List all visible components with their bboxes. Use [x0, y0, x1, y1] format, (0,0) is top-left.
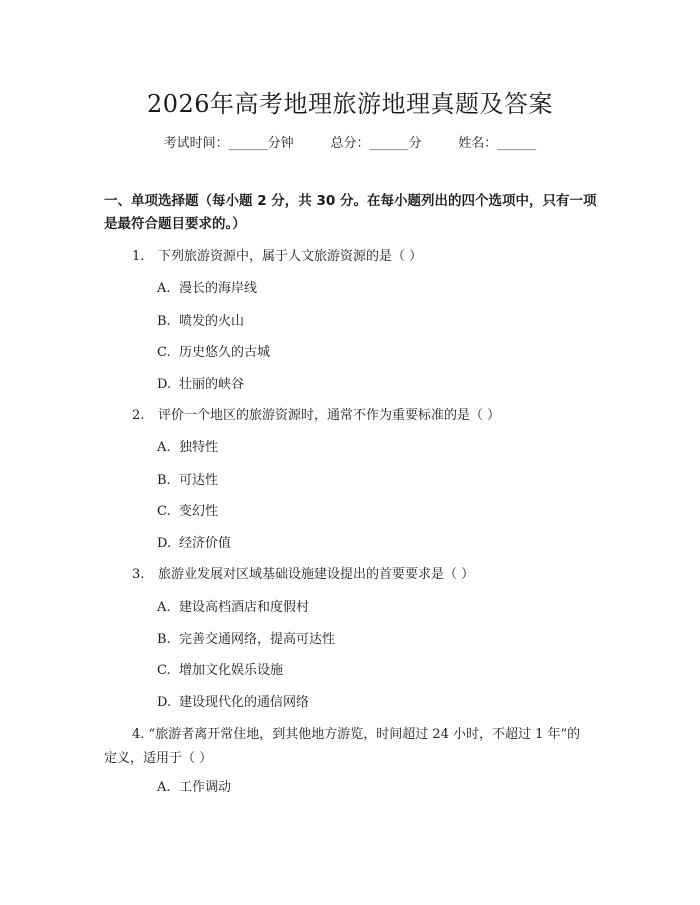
option-text: 壮丽的峡谷 [179, 377, 245, 392]
question-text: “旅游者离开常住地，到其他地方游览，时间超过 24 小时，不超过 1 年”的定义，适用于（ ） [104, 727, 581, 766]
option-text: 建设高档酒店和度假村 [179, 600, 310, 615]
question-number: 4. [132, 727, 145, 742]
option-1c [157, 341, 270, 360]
option-2d [157, 532, 231, 551]
option-letter: D. [157, 377, 172, 392]
option-text: 增加文化娱乐设施 [179, 663, 284, 678]
question-3 [132, 563, 474, 582]
option-1a [157, 277, 257, 296]
option-3c [157, 659, 283, 678]
exam-time: 考试时间：______分钟 [163, 136, 294, 151]
option-letter: A. [157, 600, 171, 615]
option-text: 建设现代化的通信网络 [179, 695, 310, 710]
question-number: 3. [132, 567, 145, 582]
question-number: 2. [132, 408, 145, 423]
option-text: 喷发的火山 [179, 314, 245, 329]
exam-name: 姓名：______ [458, 136, 537, 151]
question-4 [104, 723, 584, 771]
option-2a [157, 436, 218, 455]
option-letter: B. [157, 632, 171, 647]
option-3d [157, 691, 309, 710]
option-letter: B. [157, 473, 171, 488]
question-1 [132, 245, 422, 264]
option-text: 可达性 [179, 473, 219, 488]
option-1d [157, 373, 244, 392]
option-1b [157, 310, 244, 329]
option-letter: D. [157, 695, 172, 710]
option-text: 完善交通网络，提高可达性 [179, 632, 336, 647]
option-2b [157, 469, 218, 488]
option-letter: D. [157, 536, 172, 551]
page-title: 2026年高考地理旅游地理真题及答案 [146, 90, 554, 118]
option-4a [157, 776, 231, 795]
option-letter: A. [157, 281, 171, 296]
exam-meta [0, 132, 700, 151]
option-letter: C. [157, 504, 171, 519]
option-text: 漫长的海岸线 [179, 281, 258, 296]
option-text: 工作调动 [179, 780, 232, 795]
option-3a [157, 596, 309, 615]
option-text: 变幻性 [179, 504, 219, 519]
option-letter: C. [157, 663, 171, 678]
exam-score: 总分：______分 [330, 136, 422, 151]
option-3b [157, 628, 335, 647]
option-text: 经济价值 [179, 536, 232, 551]
question-text: 评价一个地区的旅游资源时，通常不作为重要标准的是（ ） [158, 408, 501, 423]
option-text: 独特性 [179, 440, 219, 455]
option-letter: B. [157, 314, 171, 329]
option-letter: A. [157, 440, 171, 455]
section-heading: 一、单项选择题（每小题 2 分，共 30 分。在每小题列出的四个选项中，只有一项是最符合题目要求的。） [104, 193, 597, 232]
question-number: 1. [132, 249, 145, 264]
question-2 [132, 404, 500, 423]
question-text: 旅游业发展对区域基础设施建设提出的首要要求是（ ） [158, 567, 475, 582]
option-letter: A. [157, 780, 171, 795]
option-letter: C. [157, 345, 171, 360]
question-text: 下列旅游资源中，属于人文旅游资源的是（ ） [158, 249, 423, 264]
option-2c [157, 500, 218, 519]
option-text: 历史悠久的古城 [179, 345, 271, 360]
